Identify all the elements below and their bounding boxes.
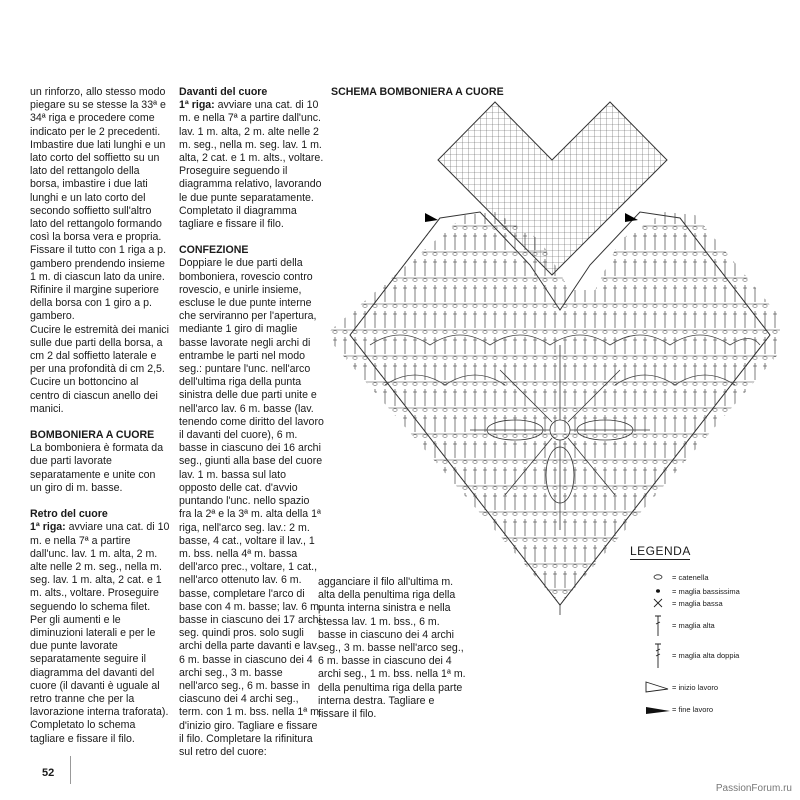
divider <box>70 756 71 784</box>
legend-label: = fine lavoro <box>672 705 714 714</box>
legend-label: = catenella <box>672 573 709 582</box>
end-arrow-icon <box>644 702 672 716</box>
paragraph: Doppiare le due parti della bomboniera, rovescio contro rovescio, e unirle insieme, escluse le due punte interne che serviranno per l'apertura, mediante 1 giro di maglie basse lavorate negli archi di entrambe le parti nel modo seg.: puntare l'unc. nell'arco dell'ultima riga della punta sinistra delle due parti unite e nell'arco lav. 6 m. basse (lav. tenendo come diritto del lavoro il davanti del cuore), 6 m. basse in ciascuno dei 16 archi seg., giunti alla base del cuore lav. 1 m. bassa sul lato opposto delle cat. d'avvio puntando l'unc. nello spazio fra la 2ª e la 3ª m. alta della 1ª riga, nell'arco seg. lav.: 2 m. basse, 4 cat., voltare il lav., 1 m. bss. nella 4ª m. bassa dell'arco prec., voltare, 1 cat., nell'arco ottenuto lav. 6 m. basse, completare l'arco di base con 4 m. basse; lav. 6 m. basse in ciascuno dei 17 archi seg. quindi pros. solo sugli archi della parte davanti e lav. 6 m. basse in ciascuno dei 4 archi seg., 3 m. basse nell'arco seg., 6 m. basse in ciascuno dei 4 archi seg., term. con 1 m. bss. nella 1ª m. d'inizio giro. Tagliare e fissare il filo. Completare la rifinitura sul retro del cuore: <box>179 257 324 758</box>
start-arrow-icon <box>644 680 672 694</box>
section-title: BOMBONIERA A CUORE <box>30 429 155 442</box>
paragraph: Per gli aumenti e le diminuzioni laterali e per le due punte lavorate separatamente seguire il diagramma del davanti del cuore (il davanti è uguale al retro tranne che per la lavorazione interna traforata). Completato lo schema tagliare e fissare il filo. <box>30 613 169 745</box>
legend-label: = inizio lavoro <box>672 683 719 692</box>
paragraph: Cucire un bottoncino al centro di ciascun anello dei manici. <box>30 376 158 415</box>
legend-label: = maglia bassa <box>672 599 723 608</box>
legend-label: = maglia alta doppia <box>672 651 740 660</box>
row-label: 1ª riga: <box>30 521 66 534</box>
single-crochet-icon <box>644 596 672 610</box>
paragraph <box>30 521 170 613</box>
legend-item <box>630 680 780 694</box>
page-number: 52 <box>42 767 55 779</box>
legend-item <box>630 570 780 584</box>
diagram-title: SCHEMA BOMBONIERA A CUORE <box>331 86 504 98</box>
subsection-title: Retro del cuore <box>30 508 108 521</box>
paragraph: Fissare il tutto con 1 riga a p. gambero prendendo insieme 1 m. di ciascun lato da unire. Rifinire il margine superiore della borsa con 1 giro a p. gambero. <box>30 244 167 323</box>
start-marker-left <box>425 213 438 222</box>
double-crochet-icon <box>644 614 672 638</box>
text-column-2 <box>179 86 324 759</box>
legend-label: = maglia bassissima <box>672 587 740 596</box>
row-label: 1ª riga: <box>179 99 215 112</box>
paragraph: La bomboniera è formata da due parti lavorate separatamente e unite con un giro di m. basse. <box>30 442 164 494</box>
chain-icon <box>644 570 672 584</box>
row-text: avviare una cat. di 10 m. e nella 7ª a partire dall'unc. lav. 1 m. alta, 2 m. alte nelle 2 m. seg., nella m. seg. lav. 1 m. alta, 2 cat. e 1 m. alts., voltare. Proseguire seguendo lo schema filet. <box>30 521 170 613</box>
legend-item <box>630 702 780 716</box>
paragraph: un rinforzo, allo stesso modo piegare su se stesse la 33ª e 34ª riga e procedere come indicato per le 2 precedenti. Imbastire due lati lunghi e un lato corto del soffietto su un lato del rettangolo della borsa, imbastire i due lati lunghi e un lato corto del secondo soffietto sull'altro lato del rettangolo formando così la borsa vera e propria. <box>30 86 166 244</box>
paragraph <box>179 99 324 231</box>
heart-crochet-diagram <box>330 100 780 620</box>
legend-item <box>630 596 780 610</box>
section-title: CONFEZIONE <box>179 244 249 257</box>
legend <box>630 544 780 714</box>
paragraph: agganciare il filo all'ultima m. alta della penultima riga della punta interna sinistra e nella stessa lav. 1 m. bss., 6 m. basse in ciascuno dei 4 archi seg., 3 m. basse nell'arco seg., 6 m. basse in ciascuno dei 4 archi seg., 1 m. bss. nella 1ª m. della penultima riga della parte interna destra. Tagliare e fissare il filo. <box>318 576 466 721</box>
watermark: PassionForum.ru <box>715 783 792 794</box>
subsection-title: Davanti del cuore <box>179 86 268 98</box>
legend-label: = maglia alta <box>672 621 715 630</box>
legend-title: LEGENDA <box>630 544 691 558</box>
paragraph: Cucire le estremità dei manici sulle due parti della borsa, a cm 2 dal soffietto laterale e per una profondità di cm 2,5. <box>30 323 169 376</box>
legend-item <box>630 642 780 670</box>
legend-item <box>630 614 780 638</box>
row-text: avviare una cat. di 10 m. e nella 7ª a partire dall'unc. lav. 1 m. alta, 2 m. alte nelle 2 m. seg., nella m. seg. lav. 1 m. alta, 2 cat. e 1 m. alts., voltare. Proseguire seguendo il diagramma relativo, lavorando le due punte separatamente. Completato il diagramma tagliare e fissare il filo. <box>179 99 324 231</box>
treble-crochet-icon <box>644 642 672 670</box>
text-column-1 <box>30 86 170 746</box>
